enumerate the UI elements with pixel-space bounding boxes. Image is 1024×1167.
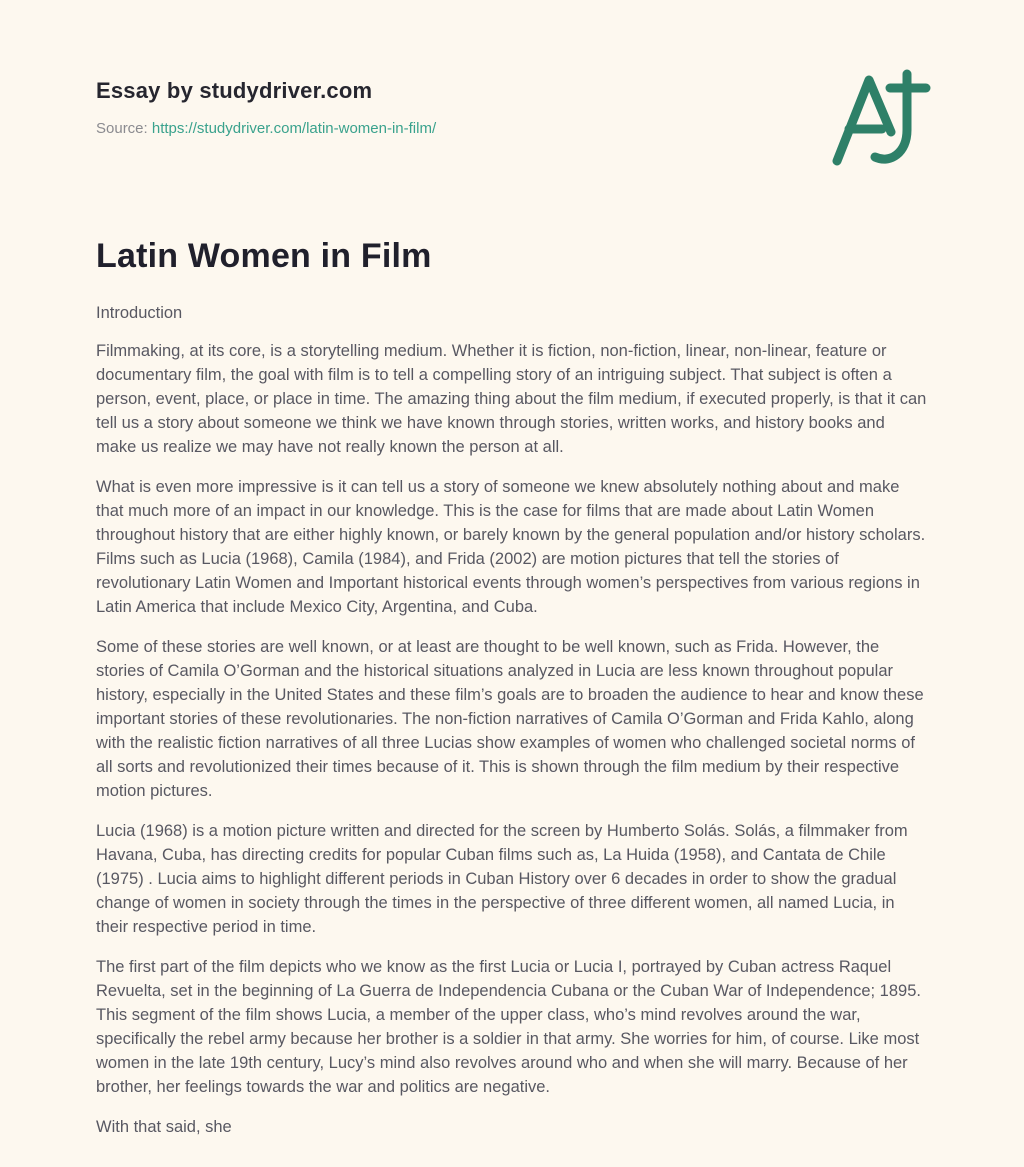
essay-title: Latin Women in Film bbox=[96, 237, 432, 275]
essay-paragraph: Some of these stories are well known, or at least are thought to be well known, such as Frida. However, the stories of Camila O’Gorman and the historical situations analyzed in Lucia are less known throughout popular history, especially in the United States and these film’s goals are to broaden the audience to hear and know these important stories of these revolutionaries. The non-fiction narratives of Camila O’Gorman and Frida Kahlo, along with the realistic fiction narratives of all three Lucias show examples of women who challenged societal norms of all sorts and revolutionized their times because of it. This is shown through the film medium by their respective motion pictures. bbox=[96, 638, 924, 800]
logo-a-stroke bbox=[837, 80, 891, 161]
essay-paragraph: With that said, she bbox=[96, 1118, 232, 1136]
essay-paragraph: The first part of the film depicts who we know as the first Lucia or Lucia I, portrayed by Cuban actress Raquel Revuelta, set in the beginning of La Guerra de Independencia Cubana or the Cuban War of Independence; 1895. This segment of the film shows Lucia, a member of the upper class, who’s mind revolves around the war, specifically the rebel army because her brother is a soldier in that army. She worries for him, of course. Like most women in the late 19th century, Lucy’s mind also revolves around who and when she will marry. Because of her brother, her feelings towards the war and politics are negative. bbox=[96, 958, 921, 1096]
source-row bbox=[96, 120, 928, 137]
essay-paragraph: What is even more impressive is it can tell us a story of someone we knew absolutely nothing about and make that much more of an impact in our knowledge. This is the case for films that are made about Latin Women throughout history that are either highly known, or barely known by the general population and/or history scholars. Films such as Lucia (1968), Camila (1984), and Frida (2002) are motion pictures that tell the stories of revolutionary Latin Women and Important historical events through women’s perspectives from various regions in Latin America that include Mexico City, Argentina, and Cuba. bbox=[96, 478, 926, 616]
byline: Essay by studydriver.com bbox=[96, 78, 373, 103]
essay-paragraph: Filmmaking, at its core, is a storytelling medium. Whether it is fiction, non-fiction, linear, non-linear, feature or documentary film, the goal with film is to tell a compelling story of an intriguing subject. That subject is often a person, event, place, or place in time. The amazing thing about the film medium, if executed properly, is that it can tell us a story about someone we think we have known through stories, written works, and history books and make us realize we may have not really known the person at all. bbox=[96, 342, 927, 456]
essay-paragraph: Lucia (1968) is a motion picture written and directed for the screen by Humberto Solás. Solás, a filmmaker from Havana, Cuba, has directing credits for popular Cuban films such as, La Huida (1958), and Cantata de Chile (1975) . Lucia aims to highlight different periods in Cuban History over 6 decades in order to show the gradual change of women in society through the times in the perspective of three different women, all named Lucia, in their respective period in time. bbox=[96, 822, 908, 936]
source-label: Source: bbox=[96, 120, 148, 137]
section-introduction: Introduction bbox=[96, 304, 183, 322]
studydriver-logo-icon bbox=[828, 68, 938, 170]
source-link[interactable]: https://studydriver.com/latin-women-in-film/ bbox=[151, 120, 437, 137]
